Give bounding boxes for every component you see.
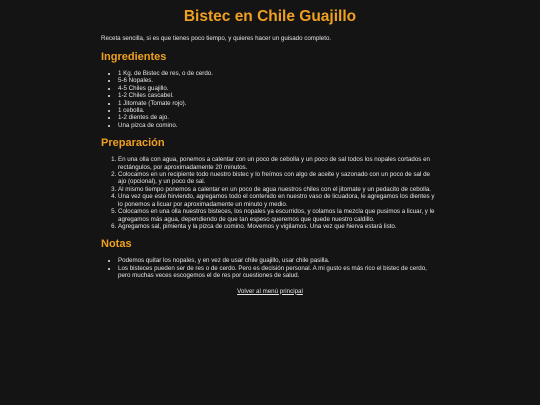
preparation-step: 2. Colocamos en un recipiente todo nuestro bistec y lo freímos con algo de aceite y sazonado con un poco de sal de ajo (opcional), y un poco de sal. (118, 171, 439, 186)
ingredient-item: • 1-2 Chiles cascabel. (118, 92, 439, 99)
ingredient-item: • 1-2 dientes de ajo. (118, 114, 439, 121)
ingredient-item: • 1 Jitomate (Tomate rojo). (118, 100, 439, 107)
ingredient-item: • 1 Kg. de Bistec de res, o de cerdo. (118, 70, 439, 77)
recipe-intro: Receta sencilla, si es que tienes poco tiempo, y quieres hacer un guisado completo. (101, 35, 332, 42)
preparation-heading: Preparación (101, 137, 165, 150)
ingredient-item: • 5-6 Nopales. (118, 77, 439, 84)
notes-heading: Notas (101, 238, 132, 251)
note-item: • Los bisteces pueden ser de res o de cerdo. Pero es decisión personal. A mi gusto es más rico el bistec de cerdo, pero muchas veces escogemos el de res por cuestiones de salud. (118, 265, 439, 280)
ingredient-item: • Una pizca de comino. (118, 122, 439, 129)
page-title: Bistec en Chile Guajillo (183, 8, 357, 25)
notes-list (101, 257, 439, 279)
preparation-steps (101, 156, 439, 230)
preparation-step: 5. Colocamos en una olla nuestros bisteces, los nopales ya escurridos, y colamos la mezcla que pusimos a licuar, y le agregamos más agua, dependiendo de que tan espeso queremos que quede nuestro caldillo. (118, 208, 439, 223)
note-item: • Podemos quitar los nopales, y en vez de usar chile guajillo, usar chile pasilla. (118, 257, 439, 264)
ingredient-item: • 4-5 Chiles guajillo. (118, 85, 439, 92)
preparation-step: 1. En una olla con agua, ponemos a calentar con un poco de cebolla y un poco de sal todos los nopales cortados en rectángulos, por aproximadamente 20 minutos. (118, 156, 439, 171)
preparation-step: 3. Al mismo tiempo ponemos a calentar en un poco de agua nuestros chiles con el jitomate y un pedacito de cebolla. (118, 186, 439, 193)
ingredient-item: • 1 cebolla. (118, 107, 439, 114)
preparation-step: 6. Agregamos sal, pimienta y la pizca de comino. Movemos y vigilamos. Una vez que hierva estará listo. (118, 223, 439, 230)
back-to-menu-link[interactable]: Volver al menú principal (237, 287, 303, 295)
ingredients-list (101, 70, 439, 129)
back-link-container (101, 288, 439, 296)
ingredients-heading: Ingredientes (101, 51, 167, 63)
preparation-step: 4. Una vez que esté hirviendo, agregamos todo el contenido en nuestro vaso de licuadora, le agregamos los dientes y lo ponemos a licuar por aproximadamente un minuto y medio. (118, 193, 439, 208)
